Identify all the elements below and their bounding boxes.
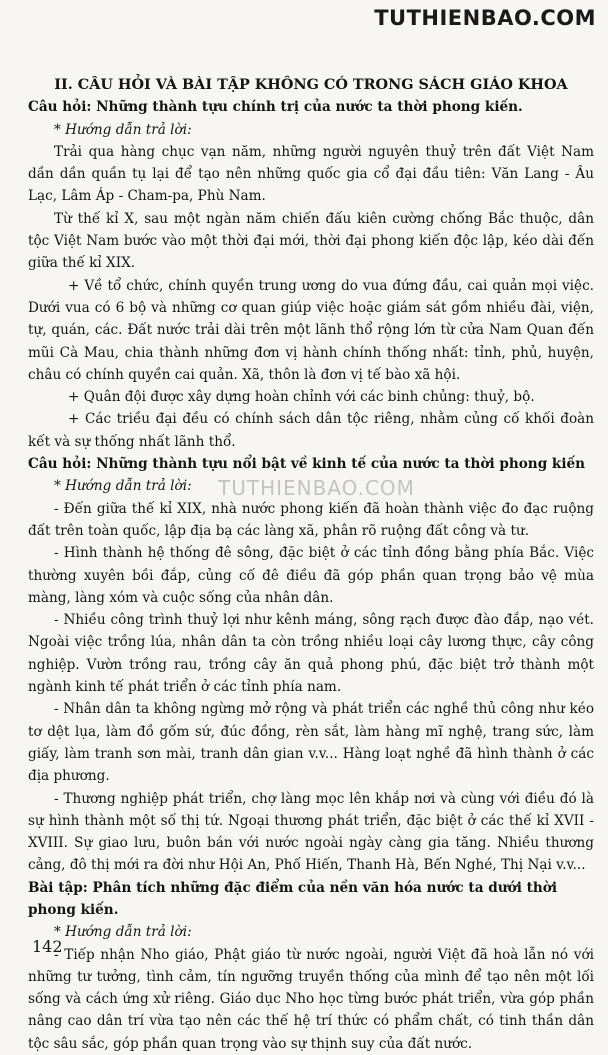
paragraph: + Các triều đại đều có chính sách dân tộc riêng, nhằm củng cố khối đoàn kết và sự thống nhất lãnh thổ. [28, 411, 594, 450]
answer-hint: * Hướng dẫn trả lời: [54, 478, 192, 495]
paragraph: Trải qua hàng chục vạn năm, những người nguyên thuỷ trên đất Việt Nam dần dần quần tụ lại để tạo nên những quốc gia cổ đại đầu tiên: Văn Lang - Âu Lạc, Lâm Áp - Cham-pa, Phù Nam. [28, 143, 594, 205]
exercise-title: Bài tập: Phân tích những đặc điểm của nền văn hóa nước ta dưới thời phong kiến. [28, 879, 558, 918]
question-block-politics [28, 96, 594, 453]
question-block-economy [28, 453, 594, 877]
paragraph: - Đến giữa thế kỉ XIX, nhà nước phong kiến đã hoàn thành việc đo đạc ruộng đất trên toàn quốc, lập địa bạ các làng xã, phân rõ ruộng đất công và tư. [28, 500, 594, 539]
paragraph: - Thương nghiệp phát triển, chợ làng mọc lên khắp nơi và cùng với điều đó là sự hình thành một số thị tứ. Ngoại thương phát triển, đặc biệt ở các thế kỉ XVII - XVIII. Sự giao lưu, buôn bán với nước ngoài ngày càng gia tăng. Nhiều thương cảng, đô thị mới ra đời như Hội An, Phố Hiến, Thanh Hà, Bến Nghé, Thị Nại v.v... [28, 790, 594, 874]
paragraph: + Quân đội được xây dựng hoàn chỉnh với các binh chủng: thuỷ, bộ. [68, 389, 535, 406]
question-title: Câu hỏi: Những thành tựu chính trị của nước ta thời phong kiến. [28, 99, 523, 116]
paragraph: - Nhiều công trình thuỷ lợi như kênh máng, sông rạch được đào đắp, nạo vét. Ngoài việc trồng lúa, nhân dân ta còn trồng nhiều loại cây lương thực, cây công nghiệp. Vườn trồng rau, trồng cây ăn quả phong phú, đặc biệt trở thành một ngành kinh tế phát triển ở các tỉnh phía nam. [28, 612, 594, 696]
paragraph: - Hình thành hệ thống đê sông, đặc biệt ở các tỉnh đồng bằng phía Bắc. Việc thường xuyên bồi đắp, củng cố đê điều đã góp phần quan trọng bảo vệ mùa màng, làng xóm và cuộc sống của nhân dân. [28, 545, 594, 606]
paragraph: + Về tổ chức, chính quyền trung ương do vua đứng đầu, cai quản mọi việc. Dưới vua có 6 bộ và những cơ quan giúp việc hoặc giám sát gồm nhiều đài, viện, tự, quán, các. Đất nước trải dài trên một lãnh thổ rộng lớn từ cửa Nam Quan đến mũi Cà Mau, chia thành những đơn vị hành chính thống nhất: tỉnh, phủ, huyện, châu có chính quyền cai quản. Xã, thôn là đơn vị tế bào xã hội. [28, 277, 594, 383]
paragraph: Từ thế kỉ X, sau một ngàn năm chiến đấu kiên cường chống Bắc thuộc, dân tộc Việt Nam bước vào một thời đại mới, thời đại phong kiến độc lập, kéo dài đến giữa thế kỉ XIX. [28, 210, 594, 272]
paragraph: - Tiếp nhận Nho giáo, Phật giáo từ nước ngoài, người Việt đã hoà lẫn nó với những tư tưởng, tình cảm, tín ngưỡng truyền thống của mình để tạo nên một lối sống và cách ứng xử riêng. Giáo dục Nho học từng bước phát triển, vừa góp phần nâng cao dân trí vừa tạo nên các thế hệ trí thức có phẩm chất, có tinh thần dân tộc sâu sắc, góp phần quan trọng vào sự thịnh suy của đất nước. [28, 946, 594, 1052]
site-watermark: TUTHIENBAO.COM [374, 6, 596, 30]
faint-watermark: TUTHIENBAO.COM [218, 476, 415, 500]
section-title: II. CÂU HỎI VÀ BÀI TẬP KHÔNG CÓ TRONG SÁCH GIÁO KHOA [54, 76, 568, 93]
paragraph: - Nhân dân ta không ngừng mở rộng và phát triển các nghề thủ công như kéo tơ dệt lụa, làm đồ gốm sứ, đúc đồng, rèn sắt, làm hàng mĩ nghệ, trang sức, làm giấy, làm tranh sơn mài, tranh dân gian v.v... Hàng loạt nghề đã hình thành ở các địa phương. [28, 701, 594, 785]
answer-hint: * Hướng dẫn trả lời: [54, 924, 192, 941]
exercise-block-culture [28, 877, 594, 1055]
question-title: Câu hỏi: Những thành tựu nổi bật về kinh tế của nước ta thời phong kiến [28, 456, 586, 473]
answer-hint: * Hướng dẫn trả lời: [54, 121, 192, 138]
page-number: 142 [32, 937, 63, 956]
page-body [28, 74, 594, 1055]
